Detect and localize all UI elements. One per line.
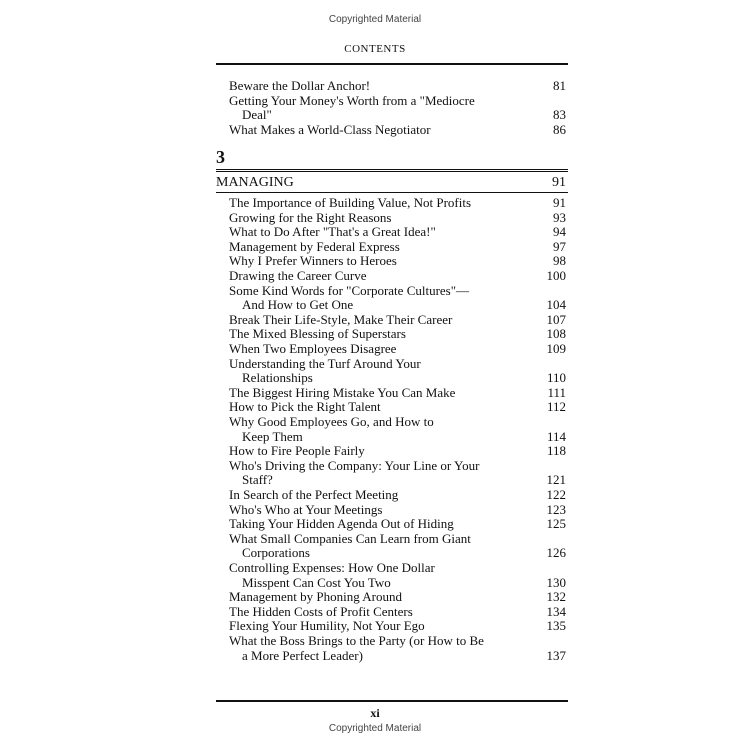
toc-entry-title: [229, 532, 521, 561]
toc-entry-page-number: 98: [553, 253, 566, 269]
toc-entry[interactable]: [216, 590, 568, 605]
toc-entry[interactable]: [216, 415, 568, 444]
toc-entry[interactable]: [216, 123, 568, 138]
toc-entry-title: [229, 357, 521, 386]
toc-entry-title: [229, 605, 521, 620]
toc-entry-title: [229, 415, 521, 444]
toc-entry-title-line: How to Fire People Fairly: [229, 443, 365, 459]
toc-entry-title-line: What to Do After "That's a Great Idea!": [229, 224, 436, 240]
part-title-rule: [216, 192, 568, 193]
toc-entry-title: [229, 284, 521, 313]
toc-entry-title: [229, 342, 521, 357]
toc-entry-page-number: 104: [546, 297, 566, 313]
toc-entry[interactable]: [216, 79, 568, 94]
toc-entry-title-line: The Biggest Hiring Mistake You Can Make: [229, 384, 456, 400]
toc-entry-title-line: Flexing Your Humility, Not Your Ego: [229, 618, 425, 634]
toc-entry[interactable]: [216, 386, 568, 401]
toc-entry-page-number: 112: [546, 399, 566, 415]
toc-entry[interactable]: [216, 605, 568, 620]
toc-entry[interactable]: [216, 211, 568, 226]
toc-entry-page-number: 118: [546, 443, 566, 459]
part-page-number: 91: [552, 175, 566, 190]
toc-entry[interactable]: [216, 532, 568, 561]
part-title-row[interactable]: [216, 175, 568, 191]
toc-entry-title-continuation: Deal": [242, 107, 272, 123]
toc-entry[interactable]: [216, 517, 568, 532]
toc-entry-title: [229, 94, 521, 123]
toc-entry-title-line: Why Good Employees Go, and How to: [229, 414, 434, 429]
toc-entry[interactable]: [216, 561, 568, 590]
toc-entry[interactable]: [216, 357, 568, 386]
toc-entry-page-number: 108: [546, 326, 566, 342]
toc-entry-title-continuation: Keep Them: [242, 428, 303, 444]
toc-entry-title-line: Management by Phoning Around: [229, 589, 402, 605]
toc-entry[interactable]: [216, 444, 568, 459]
toc-entry-title-line: The Mixed Blessing of Superstars: [229, 326, 406, 342]
toc-entry-title-continuation: Staff?: [242, 472, 273, 488]
toc-entry-page-number: 111: [547, 384, 566, 400]
toc-entry-title-line: Some Kind Words for "Corporate Cultures"—: [229, 282, 470, 298]
toc-entry-title: [229, 254, 521, 269]
page-folio: xi: [370, 706, 380, 720]
toc-entry-page-number: 81: [553, 78, 566, 93]
toc-entry-title-line: Who's Driving the Company: Your Line or Your: [229, 457, 480, 473]
toc-entry-page-number: 130: [546, 574, 566, 590]
toc-entry-title-line: In Search of the Perfect Meeting: [229, 487, 399, 502]
part-double-rule: [216, 169, 568, 172]
toc-entry-title: [229, 240, 521, 255]
toc-entry-title: [229, 225, 521, 240]
toc-entry-title-line: Understanding the Turf Around Your: [229, 355, 421, 371]
toc-entry-title-continuation: Relationships: [242, 370, 313, 386]
toc-entry-page-number: 134: [546, 603, 566, 619]
toc-entry-title-line: The Hidden Costs of Profit Centers: [229, 603, 413, 619]
toc-entry-page-number: 109: [546, 341, 566, 356]
footer-rule: [216, 700, 568, 702]
toc-entry-title-line: Getting Your Money's Worth from a "Mediocre: [229, 92, 475, 108]
toc-entry-title: [229, 400, 521, 415]
toc-entry-title: [229, 211, 521, 226]
toc-entry-page-number: 83: [553, 107, 566, 123]
toc-entry-page-number: 91: [553, 195, 566, 210]
toc-entry-title: [229, 196, 521, 211]
part-title: MANAGING: [216, 175, 294, 190]
toc-entry-page-number: 132: [546, 589, 566, 605]
toc-entry-title: [229, 503, 521, 518]
toc-entry[interactable]: [216, 269, 568, 284]
toc-entry-title-line: Controlling Expenses: How One Dollar: [229, 560, 435, 575]
toc-entry-page-number: 137: [546, 647, 566, 663]
toc-entry-page-number: 114: [546, 428, 566, 444]
toc-entry-title: [229, 386, 521, 401]
toc-entry-title-line: When Two Employees Disagree: [229, 341, 397, 356]
toc-entry-title-line: How to Pick the Right Talent: [229, 399, 381, 415]
toc-entry-page-number: 121: [546, 472, 566, 488]
toc-entry-title: [229, 590, 521, 605]
toc-entry[interactable]: [216, 240, 568, 255]
toc-entry-page-number: 97: [553, 238, 566, 254]
toc-entry-title: [229, 327, 521, 342]
toc-entry-page-number: 107: [546, 311, 566, 327]
toc-entry-title: [229, 313, 521, 328]
toc-entry[interactable]: [216, 225, 568, 240]
toc-entry[interactable]: [216, 634, 568, 663]
toc-entry[interactable]: [216, 313, 568, 328]
toc-entry-title-line: Beware the Dollar Anchor!: [229, 78, 371, 93]
toc-entry-page-number: 94: [553, 224, 566, 240]
toc-entry-title: [229, 79, 521, 94]
toc-entry[interactable]: [216, 459, 568, 488]
copyright-notice-bottom: Copyrighted Material: [328, 723, 422, 734]
toc-entry-title-line: Who's Who at Your Meetings: [229, 501, 383, 517]
toc-entry-title-line: What Small Companies Can Learn from Giant: [229, 530, 471, 546]
toc-entry[interactable]: [216, 94, 568, 123]
toc-entry-title: [229, 561, 521, 590]
toc-entry-page-number: 93: [553, 209, 566, 225]
toc-entry-title: [229, 634, 521, 663]
toc-entry-title-line: Why I Prefer Winners to Heroes: [229, 253, 397, 269]
toc-entry-title: [229, 517, 521, 532]
part-number: 3: [216, 147, 225, 167]
toc-entry[interactable]: [216, 196, 568, 211]
toc-entry-page-number: 125: [546, 516, 566, 532]
toc-entry-title: [229, 269, 521, 284]
toc-entry-title-continuation: Misspent Can Cost You Two: [242, 574, 391, 590]
toc-entry-title: [229, 619, 521, 634]
toc-entry-title-continuation: And How to Get One: [242, 297, 354, 313]
toc-entry[interactable]: [216, 488, 568, 503]
copyright-notice-top: Copyrighted Material: [328, 14, 422, 25]
toc-entry-page-number: 122: [546, 487, 566, 502]
toc-entry-title: [229, 444, 521, 459]
toc-entry-page-number: 126: [546, 545, 566, 561]
toc-entry-title-continuation: Corporations: [242, 545, 310, 561]
toc-entry-title-line: Taking Your Hidden Agenda Out of Hiding: [229, 516, 454, 532]
toc-entry-title-line: Break Their Life-Style, Make Their Career: [229, 311, 453, 327]
toc-entry-title-line: What Makes a World-Class Negotiator: [229, 121, 431, 137]
toc-entry-title-line: The Importance of Building Value, Not Profits: [229, 195, 472, 210]
toc-entry[interactable]: [216, 254, 568, 269]
toc-entry-title: [229, 488, 521, 503]
toc-entry-page-number: 123: [546, 501, 566, 517]
toc-entry[interactable]: [216, 503, 568, 518]
toc-entry-page-number: 110: [546, 370, 566, 386]
toc-entry-title-line: Growing for the Right Reasons: [229, 209, 392, 225]
toc-entry-title-line: Drawing the Career Curve: [229, 268, 367, 283]
toc-entry-title-continuation: a More Perfect Leader): [242, 647, 363, 663]
toc-entry-title: [229, 459, 521, 488]
toc-entry-title: [229, 123, 521, 138]
toc-entry[interactable]: [216, 619, 568, 634]
toc-entry-title-line: What the Boss Brings to the Party (or How to Be: [229, 633, 484, 648]
toc-entry-title-line: Management by Federal Express: [229, 238, 400, 254]
toc-entry[interactable]: [216, 400, 568, 415]
toc-entry[interactable]: [216, 342, 568, 357]
toc-entry[interactable]: [216, 327, 568, 342]
running-head: CONTENTS: [344, 43, 406, 55]
toc-entry-page-number: 135: [546, 618, 566, 634]
toc-entry-page-number: 86: [553, 121, 566, 137]
header-rule: [216, 63, 568, 65]
toc-entry[interactable]: [216, 284, 568, 313]
toc-entry-page-number: 100: [546, 268, 566, 283]
